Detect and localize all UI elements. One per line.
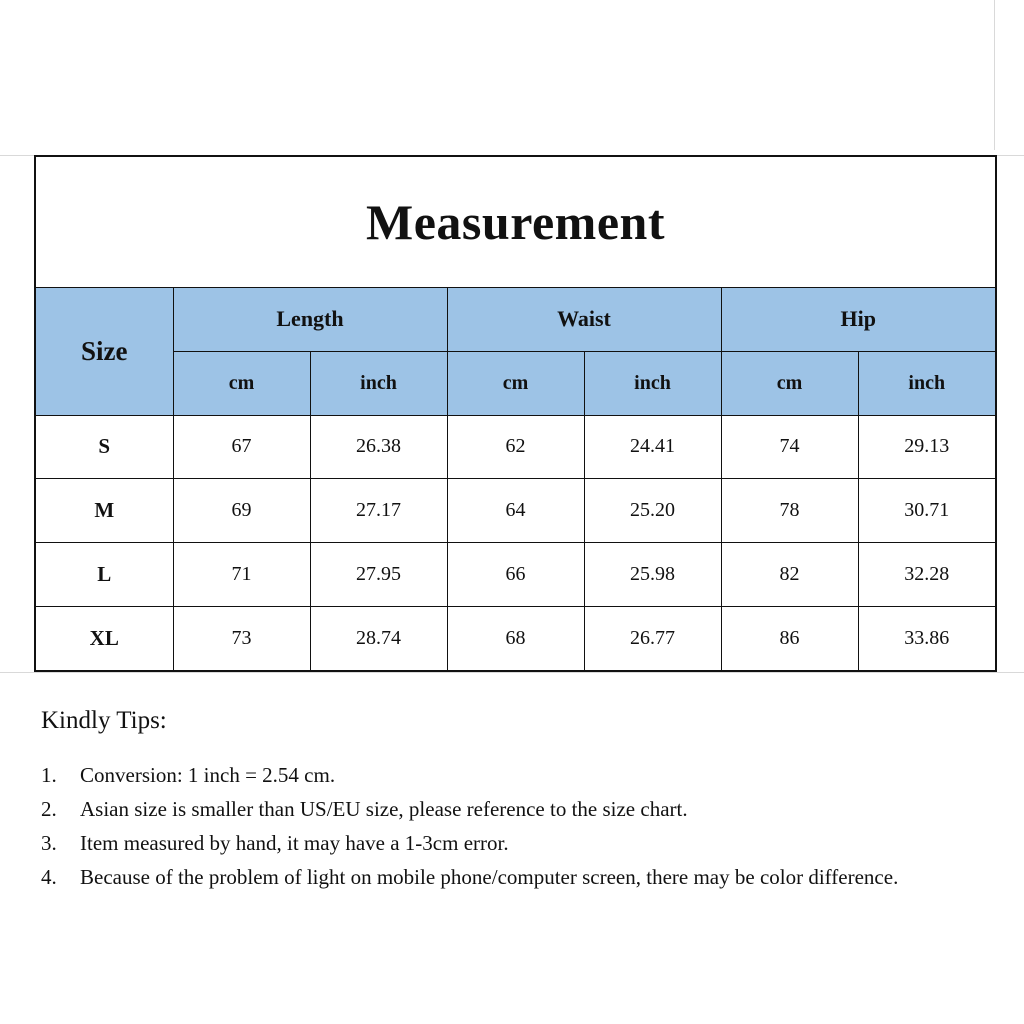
table-cell: 67 [173,415,310,479]
page-guide-line [0,672,1024,673]
table-cell: 68 [447,607,584,671]
list-item [41,860,941,894]
table-unit-row [35,351,996,415]
table-cell: 24.41 [584,415,721,479]
table-cell: 33.86 [858,607,996,671]
table-cell: 27.95 [310,543,447,607]
size-column-header: Size [35,287,173,415]
table-cell: 62 [447,415,584,479]
size-label: XL [35,607,173,671]
table-cell: 64 [447,479,584,543]
tips-heading: Kindly Tips: [41,707,167,734]
list-item-number: 3. [41,831,57,855]
length-group-header: Length [173,287,447,351]
list-item-text: Asian size is smaller than US/EU size, please reference to the size chart. [80,797,688,821]
list-item-text: Because of the problem of light on mobile phone/computer screen, there may be color difference. [80,865,899,889]
list-item-number: 2. [41,797,57,821]
table-cell: 74 [721,415,858,479]
table-title: Measurement [35,156,996,287]
size-label: L [35,543,173,607]
size-label: M [35,479,173,543]
list-item [41,826,941,860]
table-row [35,415,996,479]
list-item-number: 1. [41,763,57,787]
table-cell: 25.98 [584,543,721,607]
list-item [41,792,941,826]
table-cell: 86 [721,607,858,671]
list-item [41,758,941,792]
table-cell: 73 [173,607,310,671]
tips-list [41,758,941,894]
table-cell: 82 [721,543,858,607]
waist-group-header: Waist [447,287,721,351]
table-cell: 25.20 [584,479,721,543]
page-guide-line [0,155,34,156]
table-cell: 29.13 [858,415,996,479]
table-row [35,607,996,671]
list-item-text: Conversion: 1 inch = 2.54 cm. [80,763,336,787]
unit-header: inch [584,351,721,415]
table-header-row [35,287,996,351]
unit-header: inch [310,351,447,415]
table-cell: 66 [447,543,584,607]
table-cell: 27.17 [310,479,447,543]
size-chart-table [34,155,997,672]
unit-header: cm [721,351,858,415]
table-row [35,543,996,607]
table-cell: 71 [173,543,310,607]
kindly-tips-section [41,704,941,894]
size-label: S [35,415,173,479]
table-cell: 69 [173,479,310,543]
page-guide-line [994,0,995,150]
table-cell: 26.77 [584,607,721,671]
table-title-row [35,156,996,287]
hip-group-header: Hip [721,287,996,351]
page-guide-line [995,155,1024,156]
unit-header: inch [858,351,996,415]
table-row [35,479,996,543]
table-cell: 30.71 [858,479,996,543]
list-item-text: Item measured by hand, it may have a 1-3cm error. [80,831,509,855]
list-item-number: 4. [41,865,57,889]
table-cell: 28.74 [310,607,447,671]
table-cell: 32.28 [858,543,996,607]
unit-header: cm [447,351,584,415]
table-cell: 78 [721,479,858,543]
unit-header: cm [173,351,310,415]
table-cell: 26.38 [310,415,447,479]
